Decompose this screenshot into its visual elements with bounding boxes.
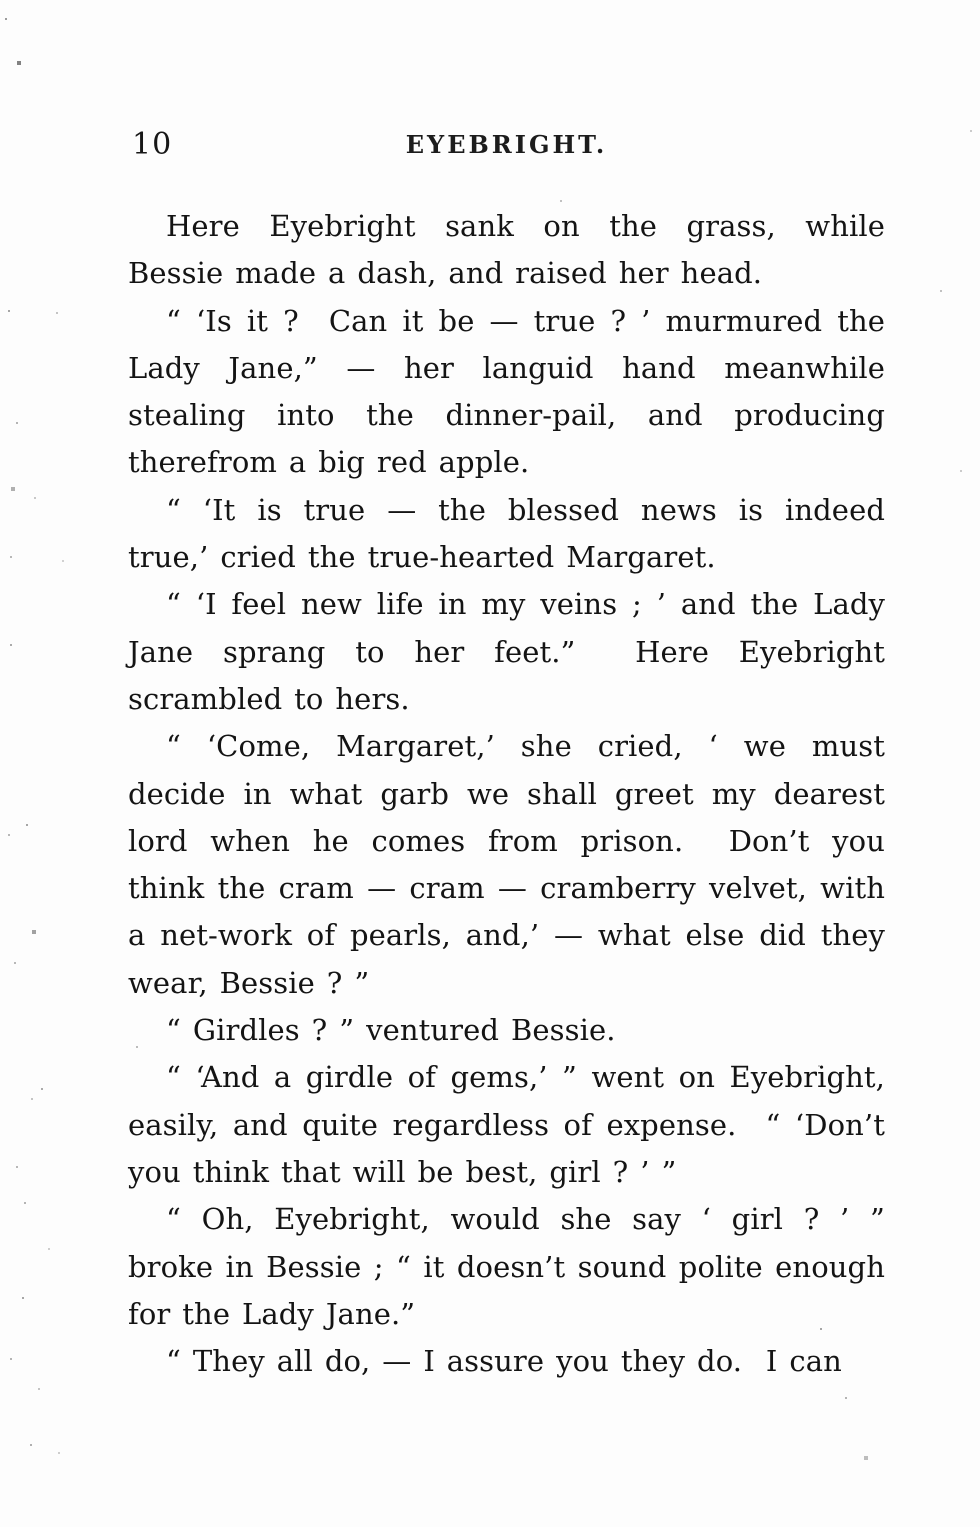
paragraph-1: Here Eyebright sank on the grass, while Bessie made a dash, and raised her head. bbox=[128, 209, 885, 291]
paragraph-9: “ They all do, — I assure you they do. I can bbox=[166, 1344, 842, 1379]
text-block bbox=[128, 203, 885, 1385]
paragraph-6: “ Girdles ? ” ventured Bessie. bbox=[166, 1013, 616, 1048]
paragraph-2: “ ‘Is it ? Can it be — true ? ’ murmured the Lady Jane,” — her languid hand meanwhile stealing into the dinner-pail, and producing therefrom a big red apple. bbox=[128, 303, 885, 480]
paragraph-8: “ Oh, Eyebright, would she say ‘ girl ? ’ ” broke in Bessie ; “ it doesn’t sound polite enough for the Lady Jane.” bbox=[128, 1202, 885, 1331]
paragraph-3: “ ‘It is true — the blessed news is indeed true,’ cried the true-hearted Margaret. bbox=[128, 492, 885, 575]
page-header bbox=[128, 127, 885, 163]
page-number: 10 bbox=[132, 127, 173, 162]
running-header: EYEBRIGHT. bbox=[405, 130, 608, 159]
scan-noise-speckles bbox=[0, 0, 2, 2]
paragraph-5: “ ‘Come, Margaret,’ she cried, ‘ we must decide in what garb we shall greet my dearest lord when he comes from prison. Don’t you think the cram — cram — cramberry velvet, with a net-work of pearls, and,’ — what else did they wear, Bessie ? ” bbox=[128, 729, 885, 1000]
paragraph-7: “ ‘And a girdle of gems,’ ” went on Eyebright, easily, and quite regardless of expense. “ ‘Don’t you think that will be best, girl ? ’ ” bbox=[128, 1060, 885, 1189]
paragraph-4: “ ‘I feel new life in my veins ; ’ and the Lady Jane sprang to her feet.” Here Eyebright scrambled to hers. bbox=[128, 587, 885, 716]
